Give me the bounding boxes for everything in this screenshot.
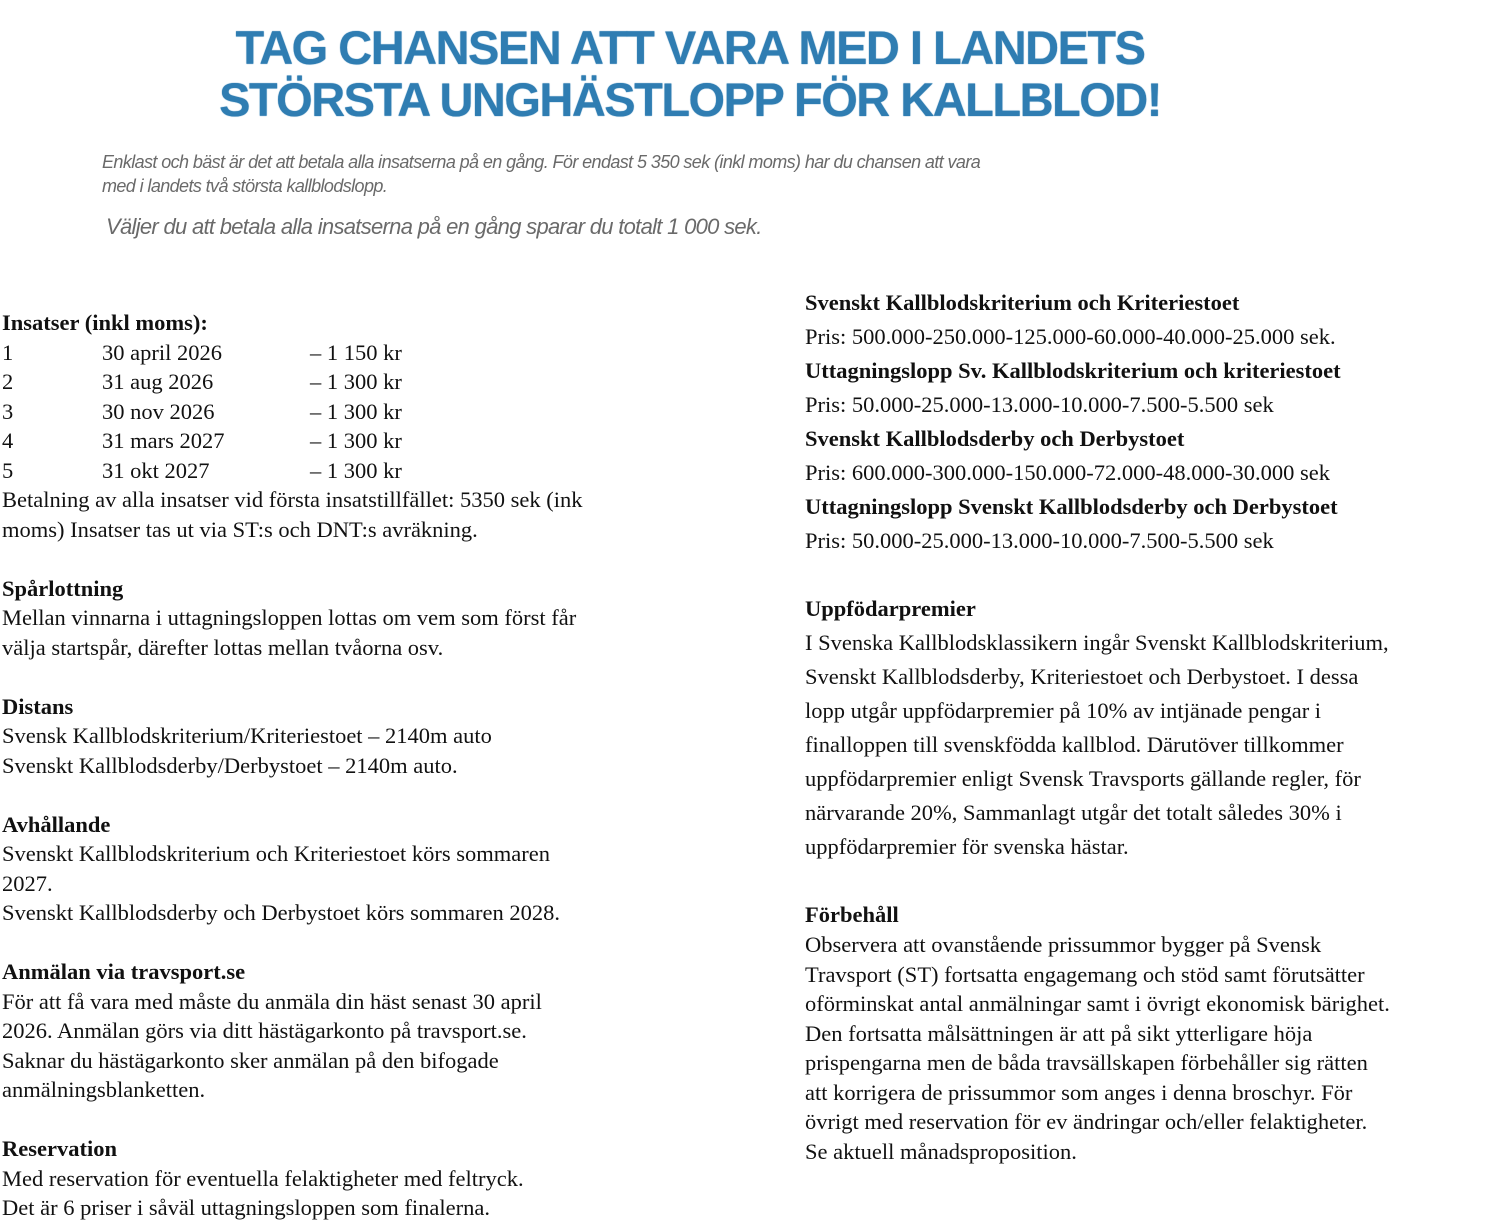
fee-date: 30 nov 2026 — [102, 398, 215, 424]
headline-line-1: TAG CHANSEN ATT VARA MED I LANDETS — [235, 21, 1145, 74]
body-line: finalloppen till svenskfödda kallblod. Därutöver tillkommer — [805, 732, 1344, 757]
body-line: För att få vara med måste du anmäla din häst senast 30 april — [2, 988, 542, 1014]
fee-row — [2, 456, 702, 486]
right-column — [805, 286, 1500, 1166]
fee-amount: – 1 300 kr — [310, 369, 402, 394]
fee-row — [2, 338, 702, 368]
prizes-section — [805, 286, 1500, 558]
body-line: uppfödarpremier enligt Svensk Travsports gällande regler, för — [805, 766, 1361, 791]
fee-number: 1 — [2, 339, 14, 365]
prize-amounts: Pris: 50.000-25.000-13.000-10.000-7.500-5.500 sek — [805, 392, 1274, 417]
uppfodarpremier-section — [805, 592, 1500, 864]
fee-amount: – 1 300 kr — [310, 428, 402, 453]
avhallande-heading: Avhållande — [2, 811, 111, 837]
forbehall-heading: Förbehåll — [805, 902, 899, 927]
prize-heading: Svenskt Kallblodsderby och Derbystoet — [805, 426, 1185, 451]
body-line: övrigt med reservation för ev ändringar och/eller felaktigheter. — [805, 1109, 1368, 1134]
fee-amount: – 1 300 kr — [310, 457, 402, 483]
prize-heading: Uttagningslopp Svenskt Kallblodsderby och Derbystoet — [805, 494, 1338, 519]
body-line: närvarande 20%, Sammanlagt utgår det totalt således 30% i — [805, 800, 1342, 825]
spacer — [805, 864, 1500, 900]
body-line: lopp utgår uppfödarpremier på 10% av intjänade pengar i — [805, 698, 1322, 723]
intro-text — [102, 150, 1282, 198]
reservation-heading: Reservation — [2, 1136, 117, 1161]
fee-row — [2, 397, 702, 427]
spacer — [2, 928, 702, 958]
fee-amount: – 1 150 kr — [310, 339, 402, 365]
fee-number: 4 — [2, 428, 14, 453]
fee-date: 31 mars 2027 — [102, 428, 225, 453]
body-line: Med reservation för eventuella felaktigheter med feltryck. — [2, 1165, 524, 1191]
body-line: uppfödarpremier för svenska hästar. — [805, 834, 1129, 859]
fee-number: 3 — [2, 398, 14, 424]
intro-line-1: Enklast och bäst är det att betala alla insatserna på en gång. För endast 5 350 sek (inkl moms) har du chansen att vara — [102, 152, 981, 172]
prize-heading: Svenskt Kallblodskriterium och Kriteriestoet — [805, 290, 1240, 315]
prize-amounts: Pris: 500.000-250.000-125.000-60.000-40.000-25.000 sek. — [805, 324, 1336, 349]
spacer — [805, 558, 1500, 592]
spacer — [2, 780, 702, 810]
fee-date: 31 okt 2027 — [102, 457, 210, 483]
prize-heading: Uttagningslopp Sv. Kallblodskriterium och kriteriestoet — [805, 358, 1341, 383]
promo-banner — [0, 0, 1500, 260]
body-line: Mellan vinnarna i uttagningsloppen lottas om vem som först får — [2, 605, 577, 630]
fee-row — [2, 426, 702, 456]
body-line: Svensk Kallblodskriterium/Kriteriestoet – 2140m auto — [2, 723, 492, 748]
forbehall-section — [805, 900, 1500, 1166]
savings-text: Väljer du att betala alla insatserna på en gång sparar du totalt 1 000 sek. — [106, 214, 762, 239]
body-line: oförminskat antal anmälningar samt i övrigt ekonomisk bärighet. — [805, 991, 1390, 1016]
fees-section — [2, 308, 702, 544]
spacer — [2, 1105, 702, 1135]
intro-line-2: med i landets två största kallblodslopp. — [102, 176, 388, 196]
spacer — [2, 662, 702, 692]
spacer — [2, 544, 702, 574]
fee-date: 30 april 2026 — [102, 339, 222, 365]
body-line: Det är 6 priser i såväl uttagningsloppen som finalerna. — [2, 1195, 490, 1220]
prize-amounts: Pris: 600.000-300.000-150.000-72.000-48.000-30.000 sek — [805, 460, 1330, 485]
body-line: Saknar du hästägarkonto sker anmälan på den bifogade — [2, 1047, 499, 1073]
fees-heading: Insatser (inkl moms): — [2, 310, 208, 335]
headline — [100, 22, 1280, 126]
fee-row — [2, 367, 702, 397]
headline-line-2: STÖRSTA UNGHÄSTLOPP FÖR KALLBLOD! — [219, 73, 1161, 126]
anmalan-heading: Anmälan via travsport.se — [2, 959, 246, 984]
sparlottning-section — [2, 574, 702, 663]
body-line: välja startspår, därefter lottas mellan tvåorna osv. — [2, 634, 444, 660]
body-line: Travsport (ST) fortsatta engagemang och stöd samt förutsätter — [805, 961, 1365, 987]
body-line: Observera att ovanstående prissummor bygger på Svensk — [805, 932, 1322, 957]
fee-number: 5 — [2, 457, 14, 483]
fee-date: 31 aug 2026 — [102, 369, 214, 394]
body-line: 2026. Anmälan görs via ditt hästägarkonto på travsport.se. — [2, 1018, 527, 1043]
fee-number: 2 — [2, 369, 14, 394]
body-line: Se aktuell månadsproposition. — [805, 1138, 1077, 1164]
body-line: Svenskt Kallblodsderby, Kriteriestoet och Derbystoet. I dessa — [805, 664, 1359, 689]
avhallande-section — [2, 810, 702, 928]
body-line: Svenskt Kallblodsderby/Derbystoet – 2140m auto. — [2, 752, 458, 778]
fees-note-line: Betalning av alla insatser vid första insatstillfället: 5350 sek (ink — [2, 487, 583, 512]
body-line: 2027. — [2, 870, 53, 896]
uppfodarpremier-heading: Uppfödarpremier — [805, 596, 976, 621]
anmalan-section — [2, 957, 702, 1105]
sparlottning-heading: Spårlottning — [2, 575, 124, 601]
body-line: Svenskt Kallblodskriterium och Kriteriestoet körs sommaren — [2, 841, 551, 866]
body-line: Den fortsatta målsättningen är att på sikt ytterligare höja — [805, 1020, 1313, 1046]
body-line: prispengarna men de båda travsällskapen förbehåller sig rätten — [805, 1050, 1368, 1075]
body-line: Svenskt Kallblodsderby och Derbystoet körs sommaren 2028. — [2, 900, 561, 925]
left-column — [2, 308, 702, 1223]
prize-amounts: Pris: 50.000-25.000-13.000-10.000-7.500-5.500 sek — [805, 528, 1274, 553]
fee-amount: – 1 300 kr — [310, 398, 402, 424]
distans-section — [2, 692, 702, 781]
body-line: I Svenska Kallblodsklassikern ingår Svenskt Kallblodskriterium, — [805, 630, 1389, 655]
distans-heading: Distans — [2, 693, 74, 719]
reservation-section — [2, 1134, 702, 1223]
body-line: anmälningsblanketten. — [2, 1077, 206, 1102]
body-line: att korrigera de prissummor som anges i denna broschyr. För — [805, 1079, 1353, 1105]
fees-note-line: moms) Insatser tas ut via ST:s och DNT:s avräkning. — [2, 516, 478, 542]
